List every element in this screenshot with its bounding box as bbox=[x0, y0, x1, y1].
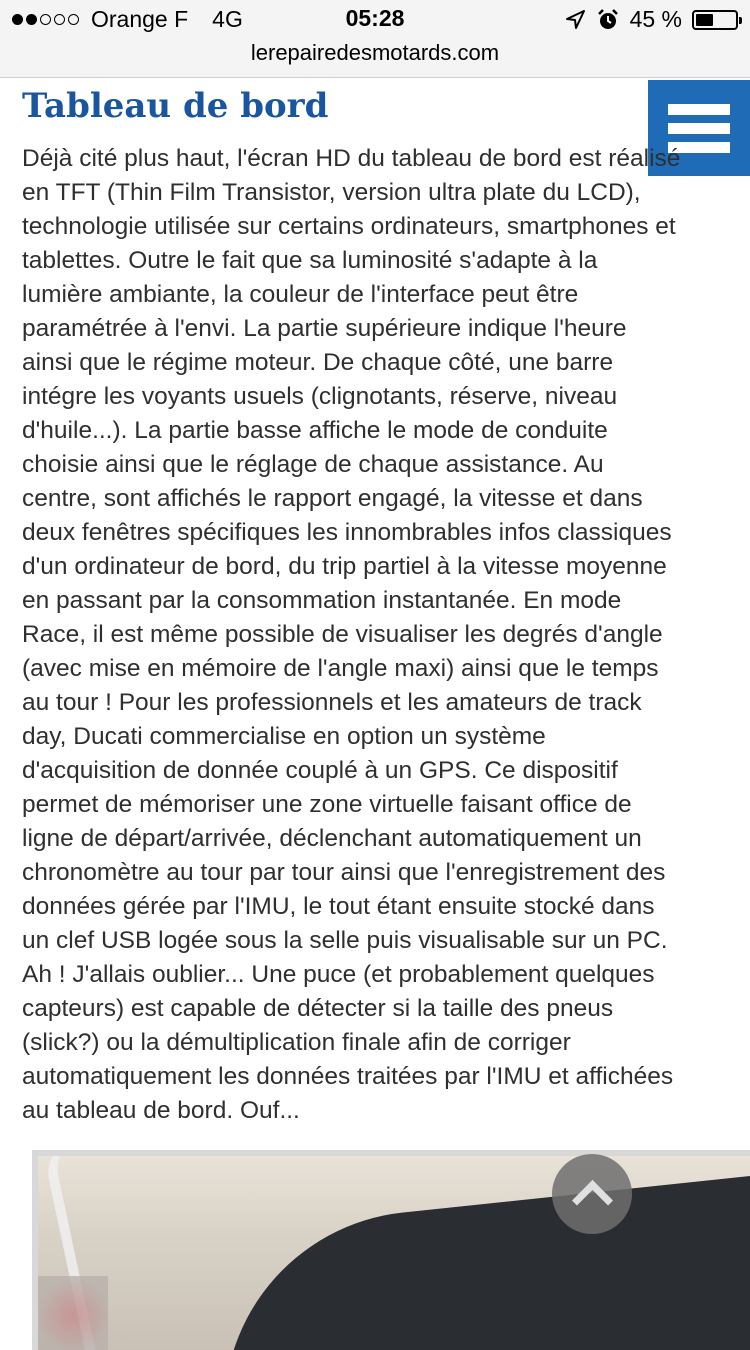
menu-bar bbox=[668, 104, 730, 115]
battery-fill bbox=[696, 14, 713, 26]
article-image[interactable] bbox=[32, 1150, 750, 1350]
address-bar-url[interactable]: lerepairedesmotards.com bbox=[250, 40, 500, 65]
status-right bbox=[564, 6, 738, 33]
battery-percent: 45 % bbox=[629, 6, 682, 32]
location-arrow-icon bbox=[564, 9, 586, 31]
dashboard-photo bbox=[38, 1156, 750, 1350]
network-type: 4G bbox=[212, 6, 243, 32]
status-bar bbox=[0, 0, 750, 78]
article-body: Déjà cité plus haut, l'écran HD du tableau de bord est réalisé en TFT (Thin Film Transistor, version ultra plate du LCD), technologie utilisée sur certains ordinateurs, smartphones et tablettes. Outre le fait que sa luminosité s'adapte à la lumière ambiante, la couleur de l'interface peut être paramétrée à l'envi. La partie supérieure indique l'heure ainsi que le régime moteur. De chaque côté, une barre intégre les voyants usuels (clignotants, réserve, niveau d'huile...). La partie basse affiche le mode de conduite choisie ainsi que le réglage de chaque assistance. Au centre, sont affichés le rapport engagé, la vitesse et dans deux fenêtres spécifiques les innombrables infos classiques d'un ordinateur de bord, du trip partiel à la vitesse moyenne en passant par la consommation instantanée. En mode Race, il est même possible de visualiser les degrés d'angle (avec mise en mémoire de l'angle maxi) ainsi que le temps au tour ! Pour les professionnels et les amateurs de track day, Ducati commercialise en option un système d'acquisition de donnée couplé à un GPS. Ce dispositif permet de mémoriser une zone virtuelle faisant office de ligne de départ/arrivée, déclenchant automatiquement un chronomètre au tour par tour ainsi que l'enregistrement des données gérée par l'IMU, le tout étant ensuite stocké dans un clef USB logée sous la selle puis visualisable sur un PC. Ah ! J'allais oublier... Une puce (et probablement quelques capteurs) est capable de détecter si la taille des pneus (slick?) ou la démultiplication finale afin de corriger automatiquement les données traitées par l'IMU et affichées au tableau de bord. Ouf... bbox=[22, 145, 681, 1124]
alarm-clock-icon bbox=[596, 8, 620, 32]
menu-bar bbox=[668, 123, 730, 134]
article-title: Tableau de bord bbox=[22, 86, 329, 126]
scroll-to-top-button[interactable] bbox=[552, 1154, 632, 1234]
photo-dashboard-shape bbox=[204, 1160, 750, 1350]
battery-icon bbox=[692, 10, 738, 30]
chevron-up-icon bbox=[571, 1179, 612, 1220]
photo-detail bbox=[38, 1276, 108, 1350]
status-time: 05:28 bbox=[345, 5, 405, 31]
carrier-name: Orange F bbox=[91, 6, 189, 32]
